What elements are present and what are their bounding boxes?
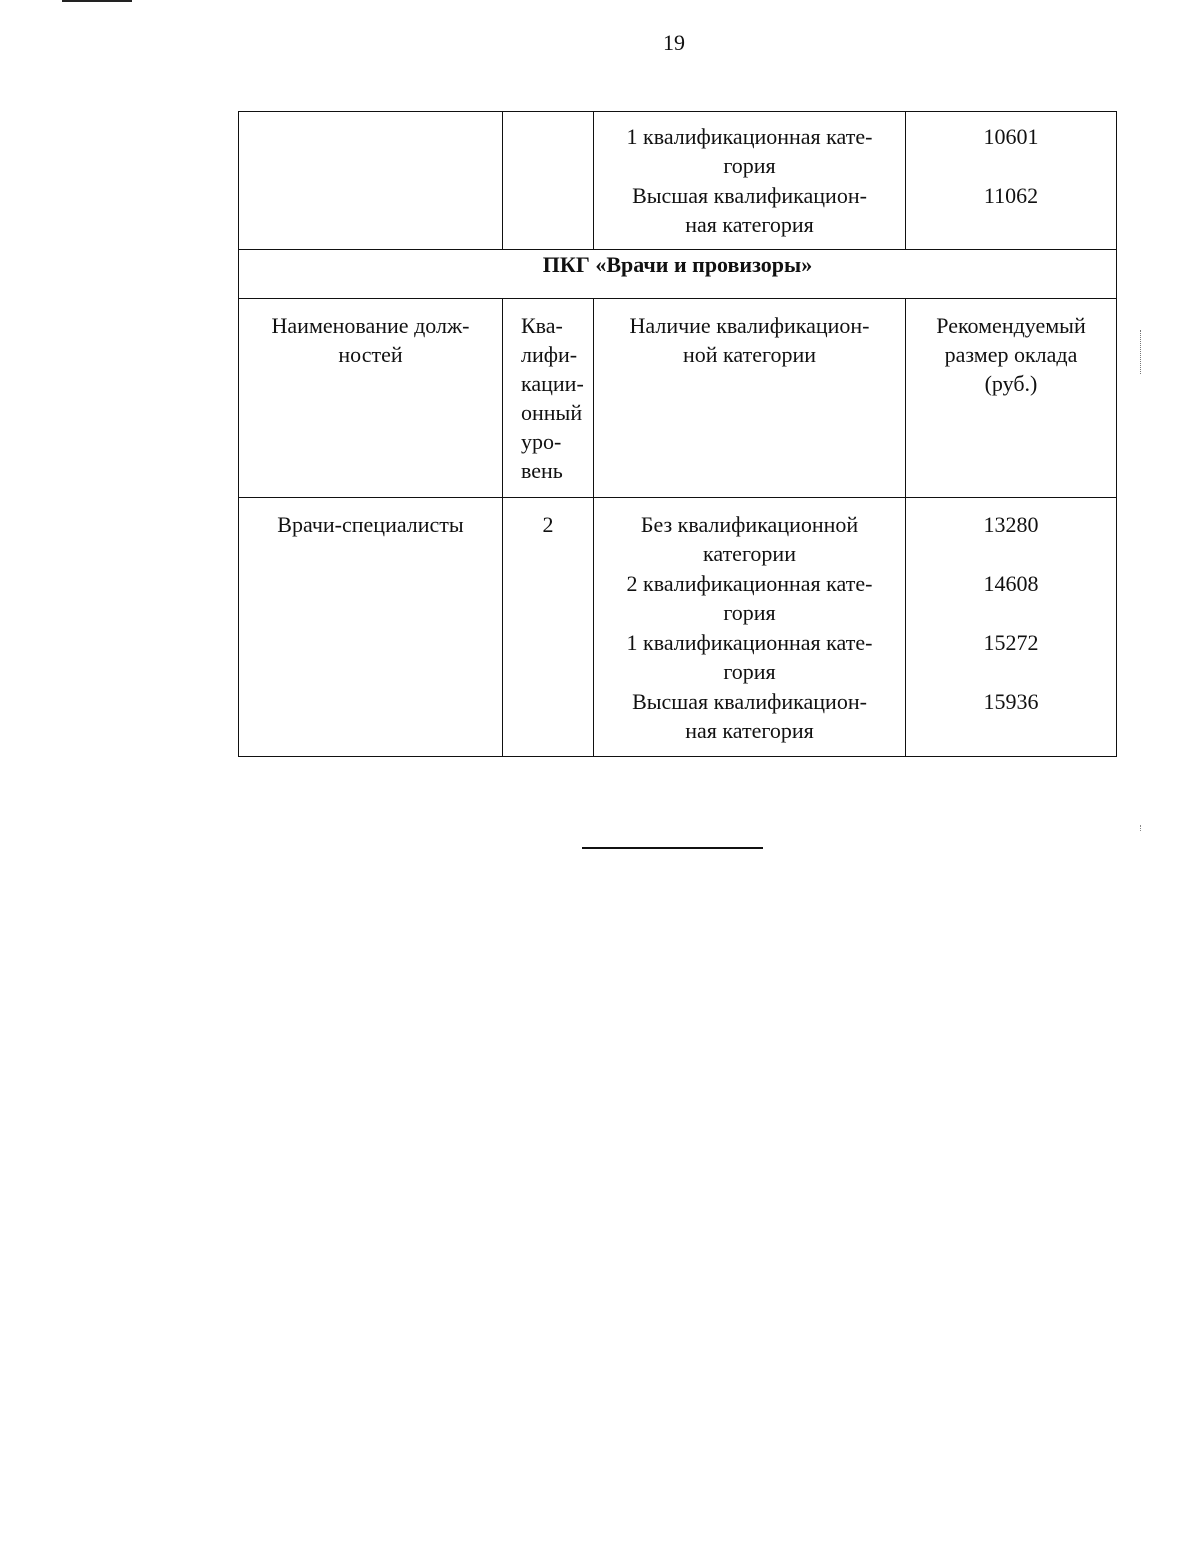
category-cell — [594, 498, 906, 757]
category-line: категории — [703, 541, 796, 566]
header-line: Наименование долж- — [271, 313, 470, 338]
category-line: гория — [723, 600, 776, 625]
salary-value: 14608 — [983, 571, 1039, 596]
category-line: ная категория — [685, 212, 814, 237]
header-line: уро- — [521, 429, 562, 454]
category-line: 2 квалификационная кате- — [626, 571, 873, 596]
header-line: кации- — [521, 371, 584, 396]
salary-cell — [906, 498, 1117, 757]
header-line: ностей — [338, 342, 403, 367]
header-level — [503, 299, 594, 498]
category-entry — [594, 687, 905, 746]
scan-margin-mark — [1140, 330, 1143, 374]
page-number: 19 — [663, 30, 685, 55]
salary-cell — [906, 112, 1117, 250]
level-cell-empty — [503, 112, 594, 250]
category-line: Высшая квалификацион- — [632, 689, 867, 714]
header-line: лифи- — [521, 342, 578, 367]
category-entry — [594, 569, 905, 628]
category-entry — [594, 122, 905, 181]
category-line: Высшая квалификацион- — [632, 183, 867, 208]
salary-value: 15272 — [983, 630, 1039, 655]
salary-value: 11062 — [983, 183, 1039, 208]
table-row-group — [239, 250, 1117, 299]
level-cell — [503, 498, 594, 757]
group-title: ПКГ «Врачи и провизоры» — [239, 250, 1117, 299]
category-line: гория — [723, 153, 776, 178]
top-edge-mark — [62, 0, 132, 2]
category-entry — [594, 181, 905, 240]
header-line: Ква- — [521, 313, 563, 338]
header-line: (руб.) — [984, 371, 1038, 396]
header-line: Рекомендуемый — [936, 313, 1086, 338]
salary-value: 13280 — [983, 512, 1039, 537]
category-line: Без квалификационной — [640, 512, 859, 537]
category-line: 1 квалификационная кате- — [626, 630, 873, 655]
header-line: Наличие квалификацион- — [629, 313, 870, 338]
table-row — [239, 498, 1117, 757]
salary-table — [238, 111, 1117, 757]
header-line: размер оклада — [944, 342, 1078, 367]
header-line: онный — [521, 400, 583, 425]
salary-value: 10601 — [983, 124, 1039, 149]
category-entry — [594, 510, 905, 569]
category-cell — [594, 112, 906, 250]
position-cell — [239, 498, 503, 757]
category-line: 1 квалификационная кате- — [626, 124, 873, 149]
header-category — [594, 299, 906, 498]
header-position — [239, 299, 503, 498]
scan-margin-mark — [1140, 825, 1143, 831]
category-line: ная категория — [685, 718, 814, 743]
level-value: 2 — [542, 512, 554, 537]
table-header-row — [239, 299, 1117, 498]
header-line: ной категории — [683, 342, 816, 367]
header-salary — [906, 299, 1117, 498]
category-line: гория — [723, 659, 776, 684]
end-of-document-rule — [582, 847, 763, 849]
category-entry — [594, 628, 905, 687]
position-cell-empty — [239, 112, 503, 250]
salary-value: 15936 — [983, 689, 1039, 714]
header-line: вень — [521, 458, 563, 483]
table-row-continuation — [239, 112, 1117, 250]
position-name: Врачи-специалисты — [277, 512, 464, 537]
